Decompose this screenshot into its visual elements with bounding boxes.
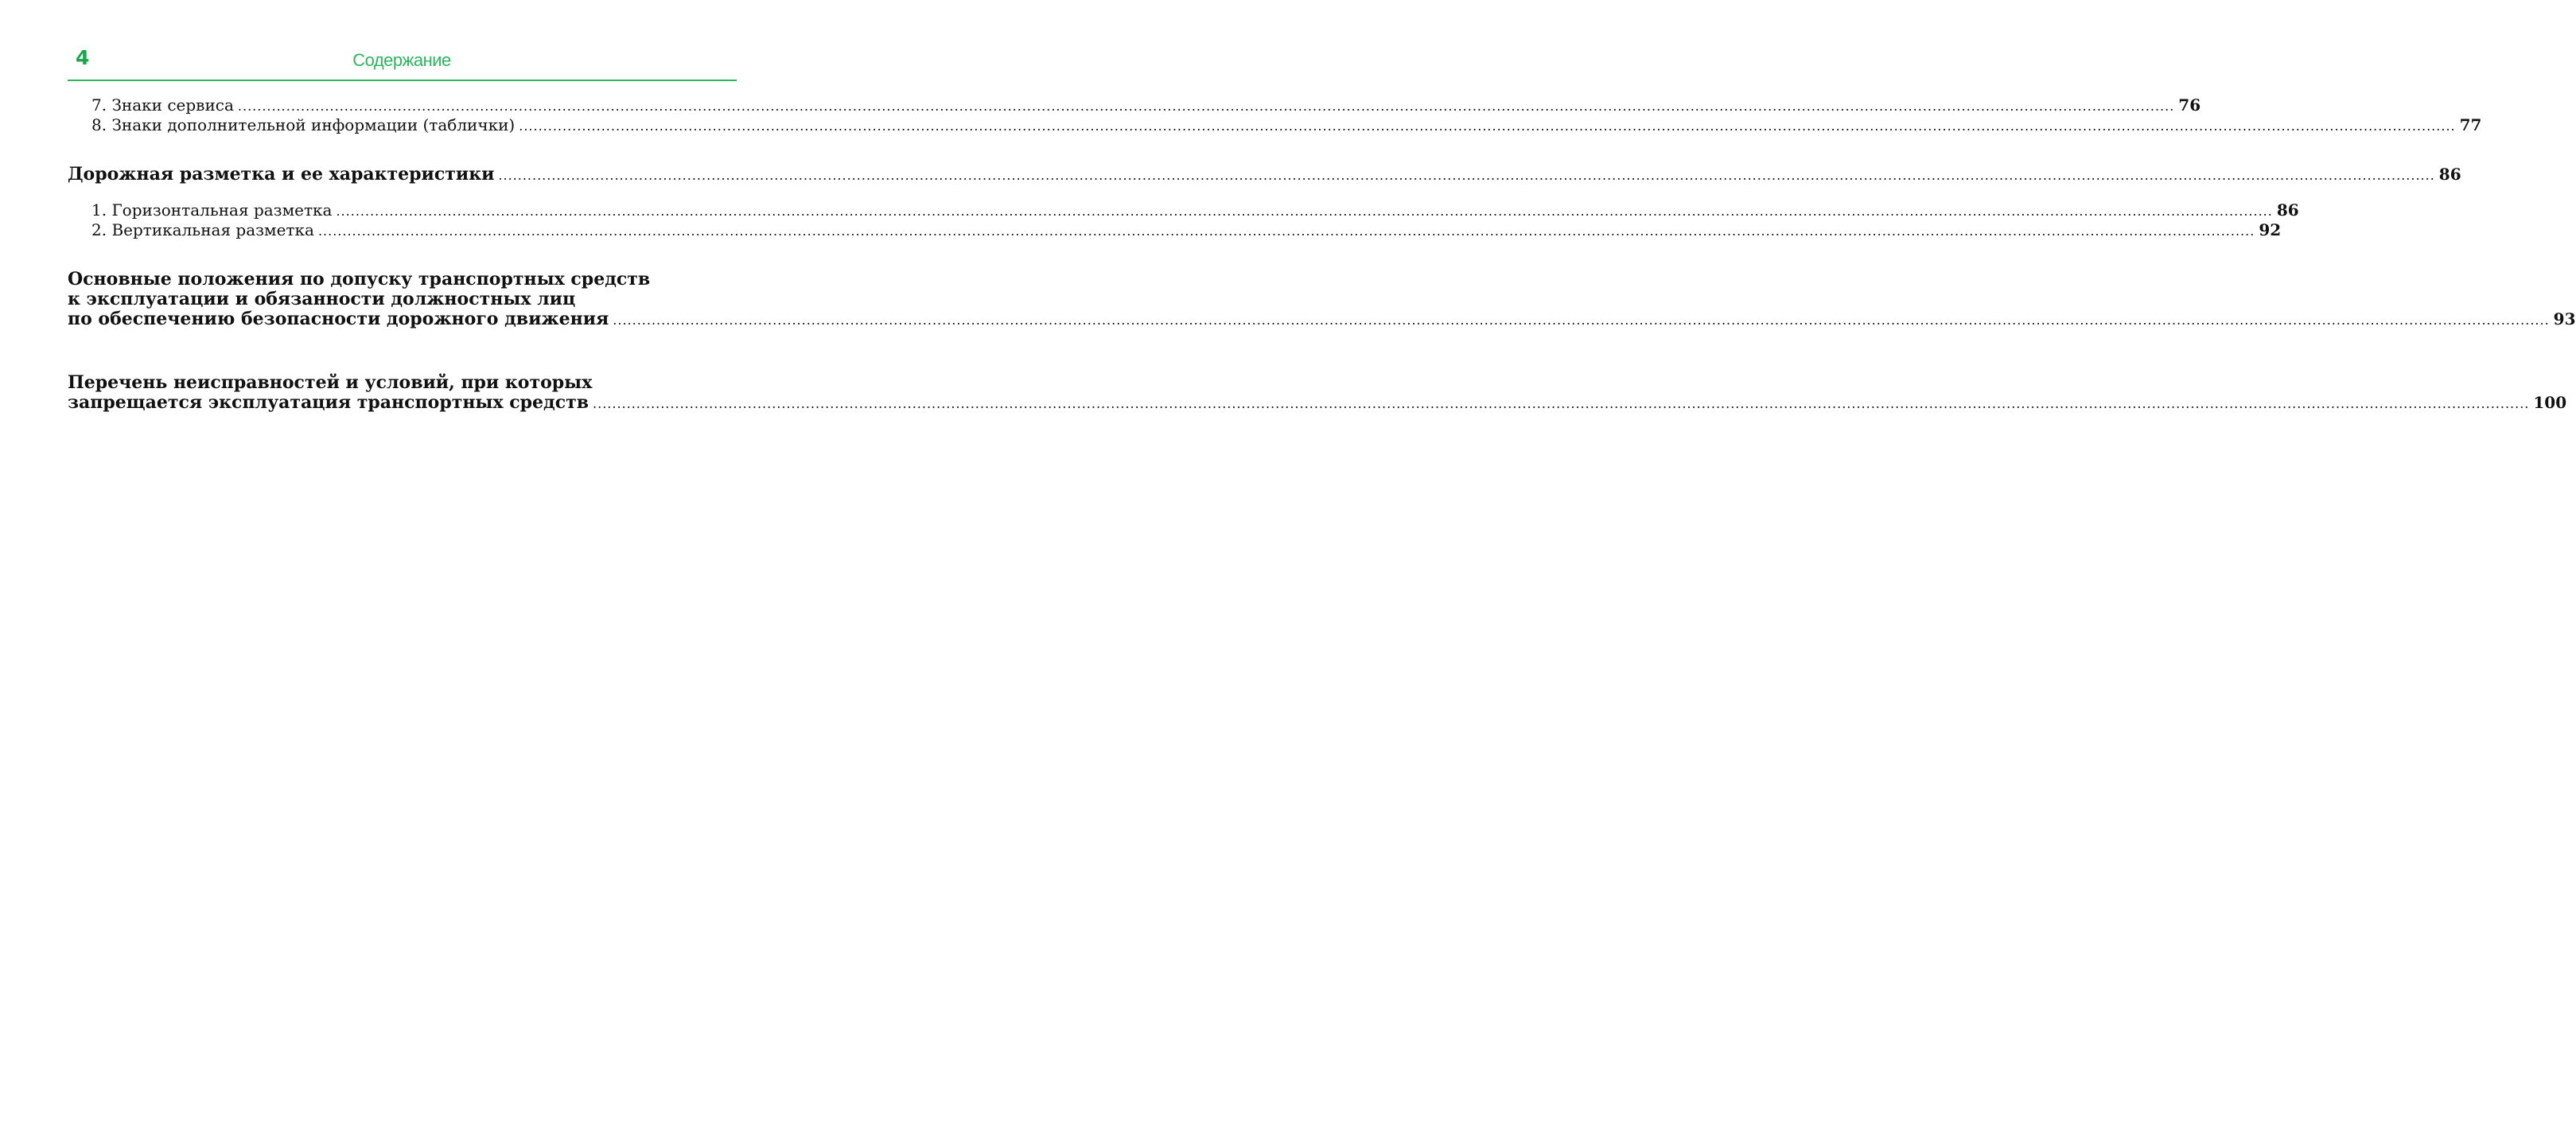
toc-entry-additional-info-signs[interactable] — [68, 115, 2482, 134]
page-number: 4 — [76, 46, 90, 69]
dot-leader: ................................................................................................................................................................................................................................................................................................................................................................................................................ — [519, 119, 2456, 134]
toc-entry-horizontal-marking[interactable] — [68, 200, 2299, 220]
toc-entry-page: 100 — [2533, 393, 2567, 412]
toc-section-title-line: к эксплуатации и обязанности должностных лиц — [68, 289, 576, 309]
toc-entry-vertical-marking[interactable] — [68, 220, 2282, 239]
toc-section-title-line: запрещается эксплуатация транспортных средств — [68, 392, 590, 413]
toc-entry-title: 1. Горизонтальная разметка — [91, 200, 333, 220]
header-divider — [68, 80, 737, 81]
toc-section-title-line: Основные положения по допуску транспортных средств — [68, 269, 651, 290]
toc-entry-page: 92 — [2259, 220, 2282, 239]
dot-leader: ................................................................................................................................................................................................................................................................................................................................................................................................................ — [613, 313, 2550, 328]
toc-entry-page: 93 — [2553, 309, 2576, 328]
dot-leader: ................................................................................................................................................................................................................................................................................................................................................................................................................ — [237, 99, 2175, 114]
toc-section-title-line: Перечень неисправностей и условий, при которых — [68, 372, 593, 393]
toc-entry-title: 8. Знаки дополнительной информации (таблички) — [91, 115, 516, 134]
toc-section-title-line: по обеспечению безопасности дорожного движения — [68, 309, 609, 329]
toc-section-vehicle-admission[interactable] — [68, 309, 2576, 329]
dot-leader: ................................................................................................................................................................................................................................................................................................................................................................................................................ — [498, 168, 2435, 183]
dot-leader: ................................................................................................................................................................................................................................................................................................................................................................................................................ — [336, 204, 2273, 219]
toc-entry-title: 2. Вертикальная разметка — [91, 220, 314, 239]
running-head-title: Содержание — [352, 50, 451, 70]
toc-entry-service-signs[interactable] — [68, 95, 2201, 115]
toc-entry-page: 86 — [2438, 165, 2461, 184]
toc-section-road-marking[interactable] — [68, 164, 2461, 185]
toc-entry-page: 86 — [2276, 200, 2299, 220]
toc-entry-title: 7. Знаки сервиса — [91, 95, 234, 115]
toc-section-title: Дорожная разметка и ее характеристики — [68, 164, 495, 185]
toc-entry-page: 77 — [2459, 115, 2482, 134]
toc-section-faults-list[interactable] — [68, 392, 2567, 413]
dot-leader: ................................................................................................................................................................................................................................................................................................................................................................................................................ — [317, 224, 2255, 239]
toc-entry-page: 76 — [2178, 95, 2201, 115]
dot-leader: ................................................................................................................................................................................................................................................................................................................................................................................................................ — [593, 396, 2530, 411]
